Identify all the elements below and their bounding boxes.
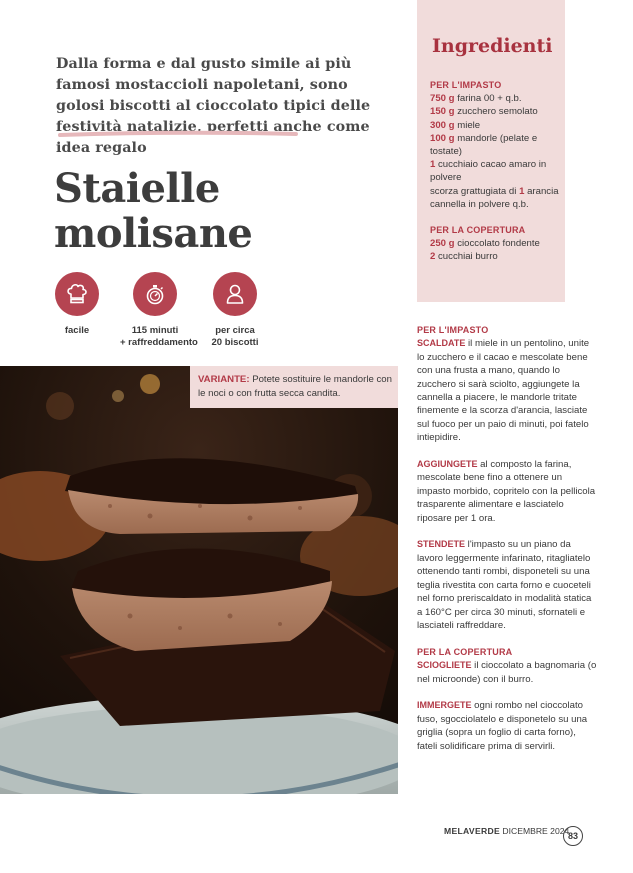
ingredients-title: Ingredienti — [432, 35, 553, 57]
magazine-name: MELAVERDE — [444, 826, 501, 836]
page-number: 83 — [563, 826, 583, 846]
variant-text: VARIANTE: Potete sostituire le mandorle con le noci o con frutta secca candita. — [198, 374, 392, 399]
title-line-2: molisane — [54, 210, 253, 257]
ingredient-item: 250 g cioccolato fondente — [430, 238, 540, 250]
time-label: 115 minuti — [131, 325, 179, 336]
chef-hat-icon — [55, 272, 99, 316]
ingredients-list — [430, 79, 560, 264]
ingredient-item: 750 g farina 00 + q.b. — [430, 93, 522, 105]
procedure-dough-heading: PER L'IMPASTO — [417, 325, 489, 335]
footer-credit — [444, 826, 569, 836]
procedure-coating-heading: PER LA COPERTURA — [417, 646, 513, 657]
page-title — [54, 166, 374, 256]
title-line-1: Staielle — [54, 165, 220, 212]
servings-label: per circa — [215, 325, 255, 336]
ingredient-item: cannella in polvere q.b. — [430, 198, 529, 210]
servings-info — [200, 272, 270, 349]
issue-date: DICEMBRE 2024 — [500, 826, 570, 836]
difficulty-info — [42, 272, 112, 337]
cookies-photo — [0, 366, 398, 794]
time-label-extra: + raffreddamento — [120, 337, 198, 348]
ingredients-coating-heading: PER LA COPERTURA — [430, 225, 526, 236]
time-info — [120, 272, 198, 349]
procedure — [417, 324, 597, 766]
ingredient-item: 100 g mandorle (pelate e tostate) — [430, 132, 538, 158]
ingredient-item: 150 g zucchero semolato — [430, 106, 538, 118]
ingredient-item: 2 cucchiai burro — [430, 251, 498, 263]
intro-underline — [58, 130, 298, 138]
ingredients-dough-heading: PER L'IMPASTO — [430, 80, 502, 90]
stopwatch-icon — [133, 272, 177, 316]
procedure-step: IMMERGETE ogni rombo nel cioccolato fuso, sgocciolatelo e disponetelo su una griglia (sopra un foglio di carta forno), fateli solidificare prima di servirli. — [417, 700, 588, 752]
difficulty-label: facile — [64, 325, 90, 336]
servings-label-extra: 20 biscotti — [211, 337, 259, 348]
intro-text: Dalla forma e dal gusto simile ai più famosi mostaccioli napoletani, sono golosi biscotti al cioccolato tipici delle festività natalizie, perfetti anche come idea regalo — [56, 56, 371, 156]
procedure-step: STENDETE l'impasto su un piano da lavoro leggermente infarinato, ritagliatelo ottenendo tanti rombi, disponeteli su una teglia rivestita con carta forno e cuoceteli nel forno preriscaldato in modalità statica a 160°C per circa 30 minuti, sfornateli e lasciateli raffreddare. — [417, 539, 592, 631]
procedure-step: SCALDATE il miele in un pentolino, unite lo zucchero e il cacao e mescolate bene con una frusta a mano, quando lo zucchero si sarà sciolto, aggiungete la cannella a piacere, le mandorle tritate finemente e la scorza d'arancia, lasciate sul fuoco per un paio di minuti, poi fatelo intiepidire. — [417, 338, 590, 444]
ingredient-item: 300 g miele — [430, 119, 481, 131]
person-icon — [213, 272, 257, 316]
procedure-step: AGGIUNGETE al composto la farina, mescolate bene fino a ottenere un impasto morbido, copritelo con la pellicola trasparente alimentare e lasciatelo riposare per 1 ora. — [417, 459, 596, 524]
ingredient-item: scorza grattugiata di 1 arancia — [430, 185, 559, 197]
procedure-step: SCIOGLIETE il cioccolato a bagnomaria (o nel microonde) con il burro. — [417, 660, 597, 685]
ingredient-item: 1 cucchiaio cacao amaro in polvere — [430, 159, 547, 184]
